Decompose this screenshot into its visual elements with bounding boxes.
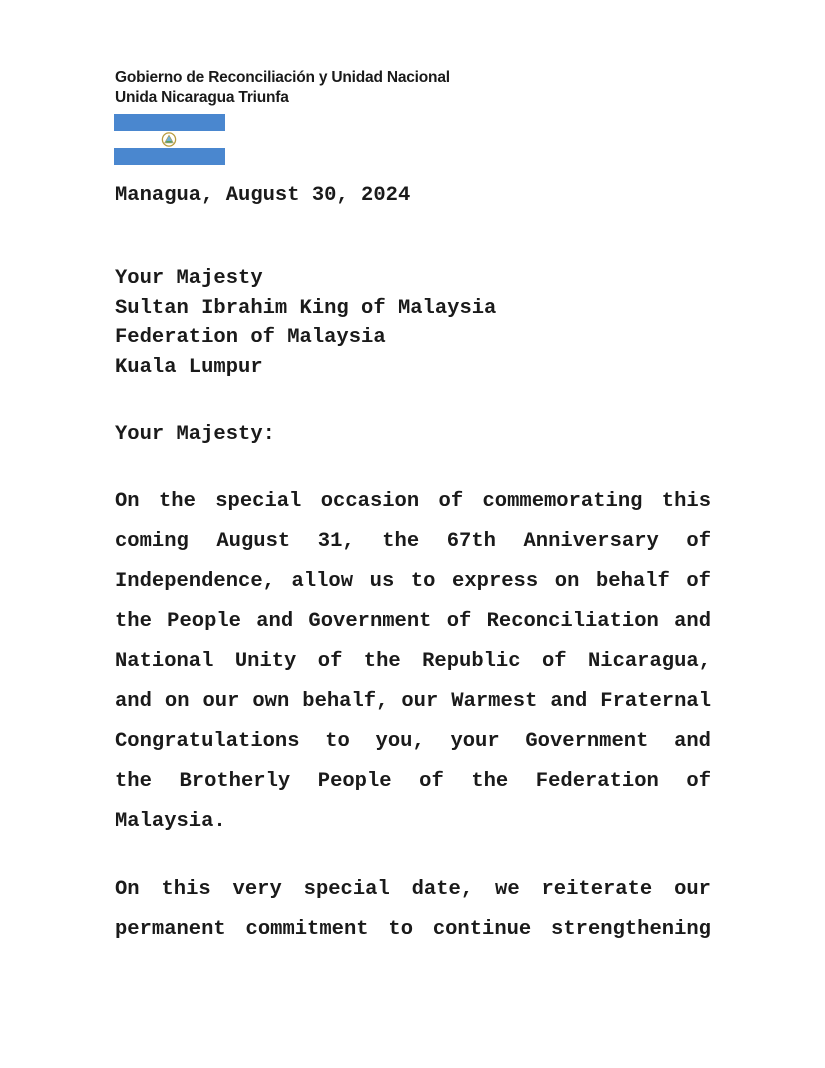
flag-bottom-band	[114, 148, 225, 165]
paragraph-line: Congratulations to you, your Government and	[115, 730, 711, 753]
salutation: Your Majesty:	[115, 423, 275, 446]
government-slogan: Unida Nicaragua Triunfa	[115, 89, 289, 106]
paragraph-line: permanent commitment to continue strengthening	[115, 918, 711, 941]
flag-top-band	[114, 114, 225, 131]
address-line: Your Majesty	[115, 267, 263, 290]
address-line: Federation of Malaysia	[115, 326, 386, 349]
paragraph-line: and on our own behalf, our Warmest and Fraternal	[115, 690, 711, 713]
address-line: Kuala Lumpur	[115, 355, 263, 379]
coat-of-arms-icon	[161, 132, 177, 147]
paragraph-line: National Unity of the Republic of Nicaragua,	[115, 650, 711, 673]
paragraph-line: Malaysia.	[115, 810, 226, 833]
paragraph-line: the People and Government of Reconciliation and	[115, 610, 711, 633]
nicaragua-flag	[114, 114, 225, 165]
paragraph-line: On the special occasion of commemorating this	[115, 490, 711, 513]
body-paragraph-1	[115, 482, 711, 842]
letterhead	[115, 68, 450, 108]
letter-date: Managua, August 30, 2024	[115, 184, 411, 207]
paragraph-line: Independence, allow us to express on behalf of	[115, 570, 711, 593]
government-name: Gobierno de Reconciliación y Unidad Nacional	[115, 69, 450, 86]
paragraph-line: the Brotherly People of the Federation of	[115, 770, 711, 793]
body-paragraph-2	[115, 870, 711, 950]
paragraph-line: On this very special date, we reiterate our	[115, 878, 711, 901]
address-line: Sultan Ibrahim King of Malaysia	[115, 296, 497, 320]
recipient-address	[115, 264, 496, 382]
paragraph-line: coming August 31, the 67th Anniversary of	[115, 530, 711, 553]
